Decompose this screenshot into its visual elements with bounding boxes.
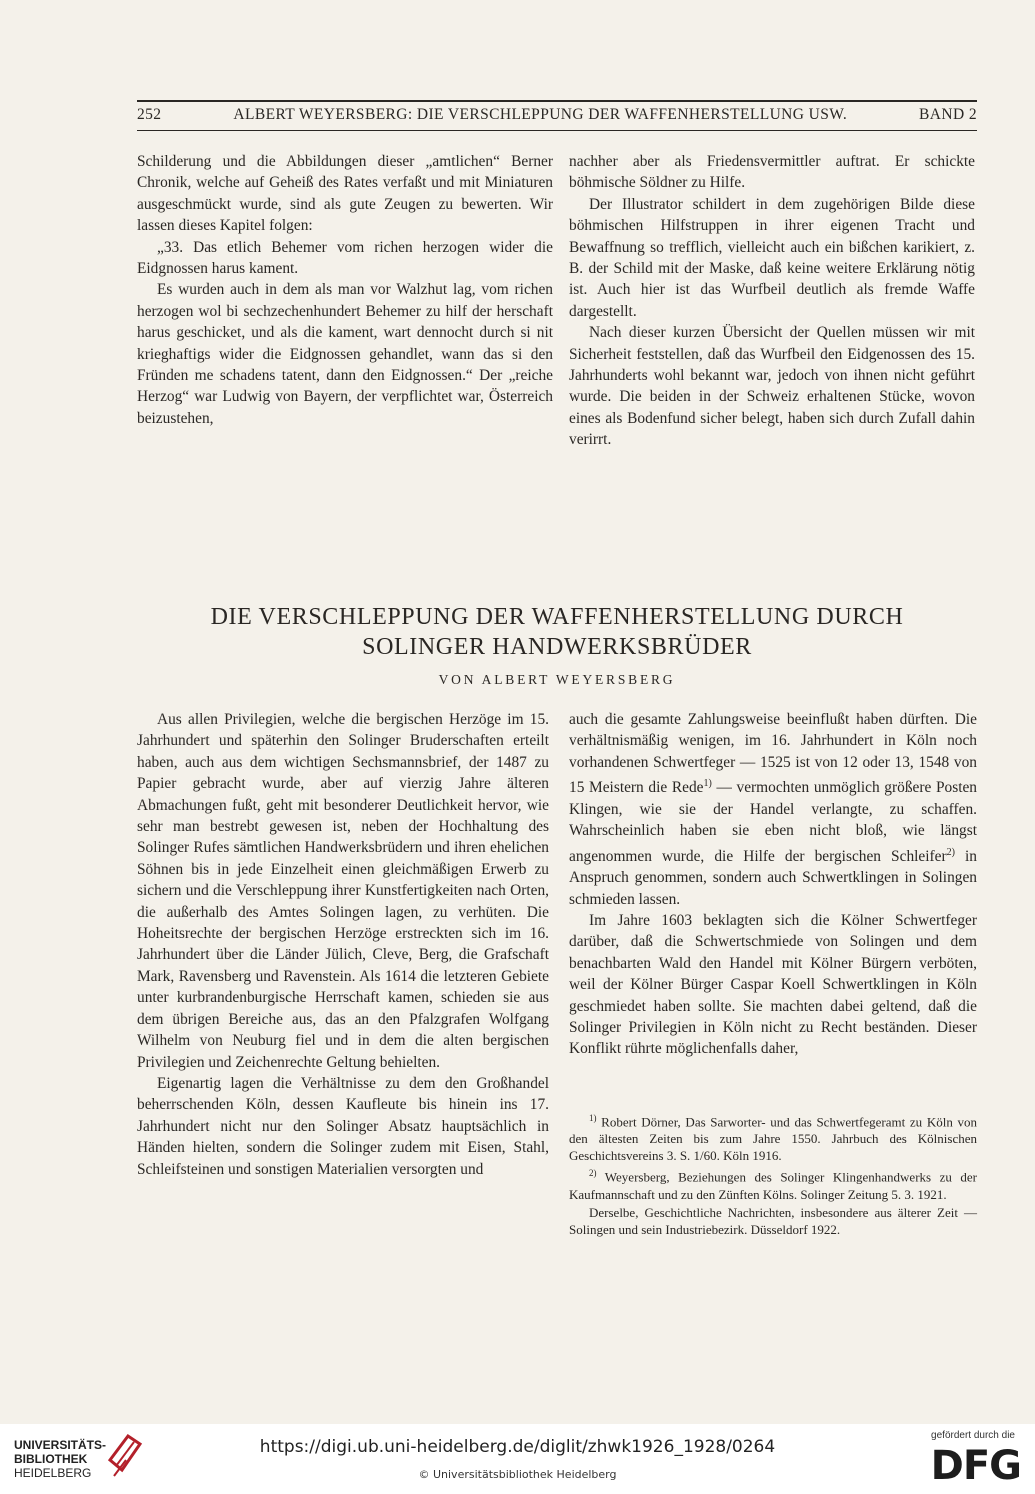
article-title-line1: DIE VERSCHLEPPUNG DER WAFFENHERSTELLUNG DURCH [210, 604, 904, 630]
paragraph: Aus allen Privilegien, welche die bergischen Herzöge im 15. Jahrhundert und späterhin den Solinger Bruderschaften erteilt haben, auch aus dem wichtigen Sechsmannsbrief, der 1487 zu Papier gebracht wurde, aber auf vierzig Jahre älteren Abmachungen fußt, geht mit besonderer Deutlichkeit hervor, wie sehr man bestrebt gewesen ist, neben der Hochhaltung des Solinger Rufes sämtlichen Handwerksbrüdern und ihren ehelichen Söhnen bis in jede Einzelheit einen gleichmäßigen Erwerb zu sichern und die Verschleppung ihrer Kunstfertigkeiten nach Orten, die außerhalb des Amtes Solingen lagen, zu verhüten. Die Hoheitsrechte der bergischen Herzöge erstreckten sich im 16. Jahrhundert über die Länder Jülich, Cleve, Berg, die Grafschaft Mark, Ravensberg und Ravenstein. Als 1614 die letzteren Gebiete unter kurbrandenburgische Herrschaft kamen, schieden sie aus dem übrigen Bereiche aus, das an den Pfalzgrafen Wolfgang Wilhelm von Neuburg fiel und in dem die alten bergischen Privilegien und Zeichenrechte Geltung behielten. [137, 711, 549, 1071]
paragraph: „33. Das etlich Behemer vom richen herzogen wider die Eidgnossen harus kament. [137, 238, 553, 278]
library-name-line2: BIBLIOTHEK [14, 1452, 88, 1466]
funding-label: gefördert durch die [931, 1430, 1015, 1441]
footnote-text: Weyersberg, Beziehungen des Solinger Klingenhandwerks zu der Kaufmannschaft und zu den Zünften Kölns. Solinger Zeitung 5. 3. 1921. [569, 1169, 978, 1202]
text-run: in Anspruch genommen, sondern auch Schwertklingen in Solingen schmieden lassen. [569, 847, 977, 908]
header-rule-bottom [137, 130, 977, 131]
library-name-line1: UNIVERSITÄTS- [14, 1438, 107, 1452]
permalink-url[interactable]: https://digi.ub.uni-heidelberg.de/diglit/zhwk1926_1928/0264 [259, 1437, 776, 1457]
footnote-ref-2[interactable]: 2) [946, 846, 955, 858]
footnote-mark: 1) [589, 1113, 597, 1123]
page-header [137, 106, 977, 124]
footnote-2 [569, 1165, 977, 1202]
column-bottom-left [137, 709, 549, 1180]
paragraph [569, 709, 977, 910]
footnote-ref-1[interactable]: 1) [703, 778, 712, 790]
library-name-line3: HEIDELBERG [14, 1466, 92, 1480]
article-title [137, 602, 977, 662]
paragraph: Der Illustrator schildert in dem zugehörigen Bilde diese böhmischen Hilfstruppen in ihrer eigenen Tracht und Bewaffnung so trefflich, vielleicht auch ein bißchen karikiert, z. B. der Schild mit der Maske, daß keine weitere Erklärung nötig ist. Auch hier ist das Wurfbeil deutlich als fremde Waffe dargestellt. [569, 195, 975, 320]
paragraph: Nach dieser kurzen Übersicht der Quellen müssen wir mit Sicherheit feststellen, daß das Wurfbeil den Eidgenossen des 15. Jahrhunderts wohl bekannt war, jedoch von ihnen nicht geführt wurde. Die beiden in der Schweiz erhaltenen Stücke, wovon eines als Bodenfund sicher belegt, haben sich durch Zufall dahin verirrt. [569, 324, 975, 449]
article-title-line2: SOLINGER HANDWERKSBRÜDER [362, 634, 752, 660]
footnotes [569, 1110, 977, 1239]
footnote-text: Robert Dörner, Das Sarworter- und das Schwertfegeramt zu Köln von den ältesten Zeiten bis zum Jahre 1550. Jahrbuch des Kölnischen Geschichtsvereins 3. S. 1/60. Köln 1916. [569, 1114, 977, 1164]
copyright-notice: © Universitätsbibliothek Heidelberg [418, 1468, 617, 1481]
volume-label: BAND 2 [919, 106, 977, 123]
column-top-right [569, 151, 975, 451]
text-run: — vermochten unmöglich größere Posten Klingen, wie sie der Handel verlangte, zu schaffen. Wahrscheinlich haben sie eben nicht bloß, wie längst angenommen wurde, die Hilfe der bergischen Schleifer [569, 779, 977, 865]
paragraph: nachher aber als Friedensvermittler auftrat. Er schickte böhmische Söldner zu Hilfe. [569, 153, 975, 192]
running-title: ALBERT WEYERSBERG: DIE VERSCHLEPPUNG DER WAFFENHERSTELLUNG USW. [233, 106, 848, 123]
article-author: VON ALBERT WEYERSBERG [438, 672, 676, 687]
column-bottom-right [569, 709, 977, 1060]
dfg-logo[interactable]: DFG [930, 1443, 1021, 1489]
paragraph: Im Jahre 1603 beklagten sich die Kölner Schwertfeger darüber, daß die Schwertschmiede von Solingen und dem benachbarten Wald den Handel mit Kölner Bürgern verböten, weil der Kölner Bürger Caspar Koell Schwertklingen in Köln geschmiedet haben sollte. Sie machten dabei geltend, daß die Solinger Privilegien in Köln nicht zu Recht beständen. Dieser Konflikt rührte möglichenfalls daher, [569, 911, 977, 1058]
column-top-left [137, 151, 553, 429]
page-number: 252 [137, 106, 162, 123]
footnote-3: Derselbe, Geschichtliche Nachrichten, insbesondere aus älterer Zeit — Solingen und sein Industriebezirk. Düsseldorf 1922. [569, 1204, 977, 1237]
header-rule-top [137, 100, 977, 102]
footer-bar [0, 1424, 1035, 1494]
paragraph: Eigenartig lagen die Verhältnisse zu dem den Großhandel beherrschenden Köln, dessen Kaufleute bis hinein ins 17. Jahrhundert nicht nur den Solinger Absatz hauptsächlich in Händen hielten, sondern die Solinger zudem mit Eisen, Stahl, Schleifsteinen und sonstigen Materialien versorgten und [137, 1074, 549, 1178]
text-run: auch die gesamte Zahlungsweise beeinflußt haben dürften. Die verhältnismäßig wenigen, im 16. Jahrhundert in Köln noch vorhandenen Schwertfeger — 1525 ist von 12 oder 13, 1548 von 15 Meistern die Rede [569, 711, 977, 797]
paragraph: Es wurden auch in dem als man vor Walzhut lag, vom richen herzogen wol bi sechzechenhundert Behemer zu hilf der herschaft harus geschicket, und als die kament, wart dennocht durch si nit krieghaftigs wider die Eidgnossen gehandlet, wann das si den Fründen me schadens tatent, dann den Eidgnossen.“ Der „reiche Herzog“ war Ludwig von Bayern, der verpflichtet war, Österreich beizustehen, [137, 281, 553, 427]
footnote-1 [569, 1110, 977, 1164]
footnote-mark: 2) [589, 1168, 597, 1179]
paragraph: Schilderung und die Abbildungen dieser „amtlichen“ Berner Chronik, welche auf Geheiß des Rates verfaßt und mit Miniaturen ausgeschmückt wurde, sind als gute Zeugen zu bewerten. Wir lassen dieses Kapitel folgen: [137, 153, 553, 235]
